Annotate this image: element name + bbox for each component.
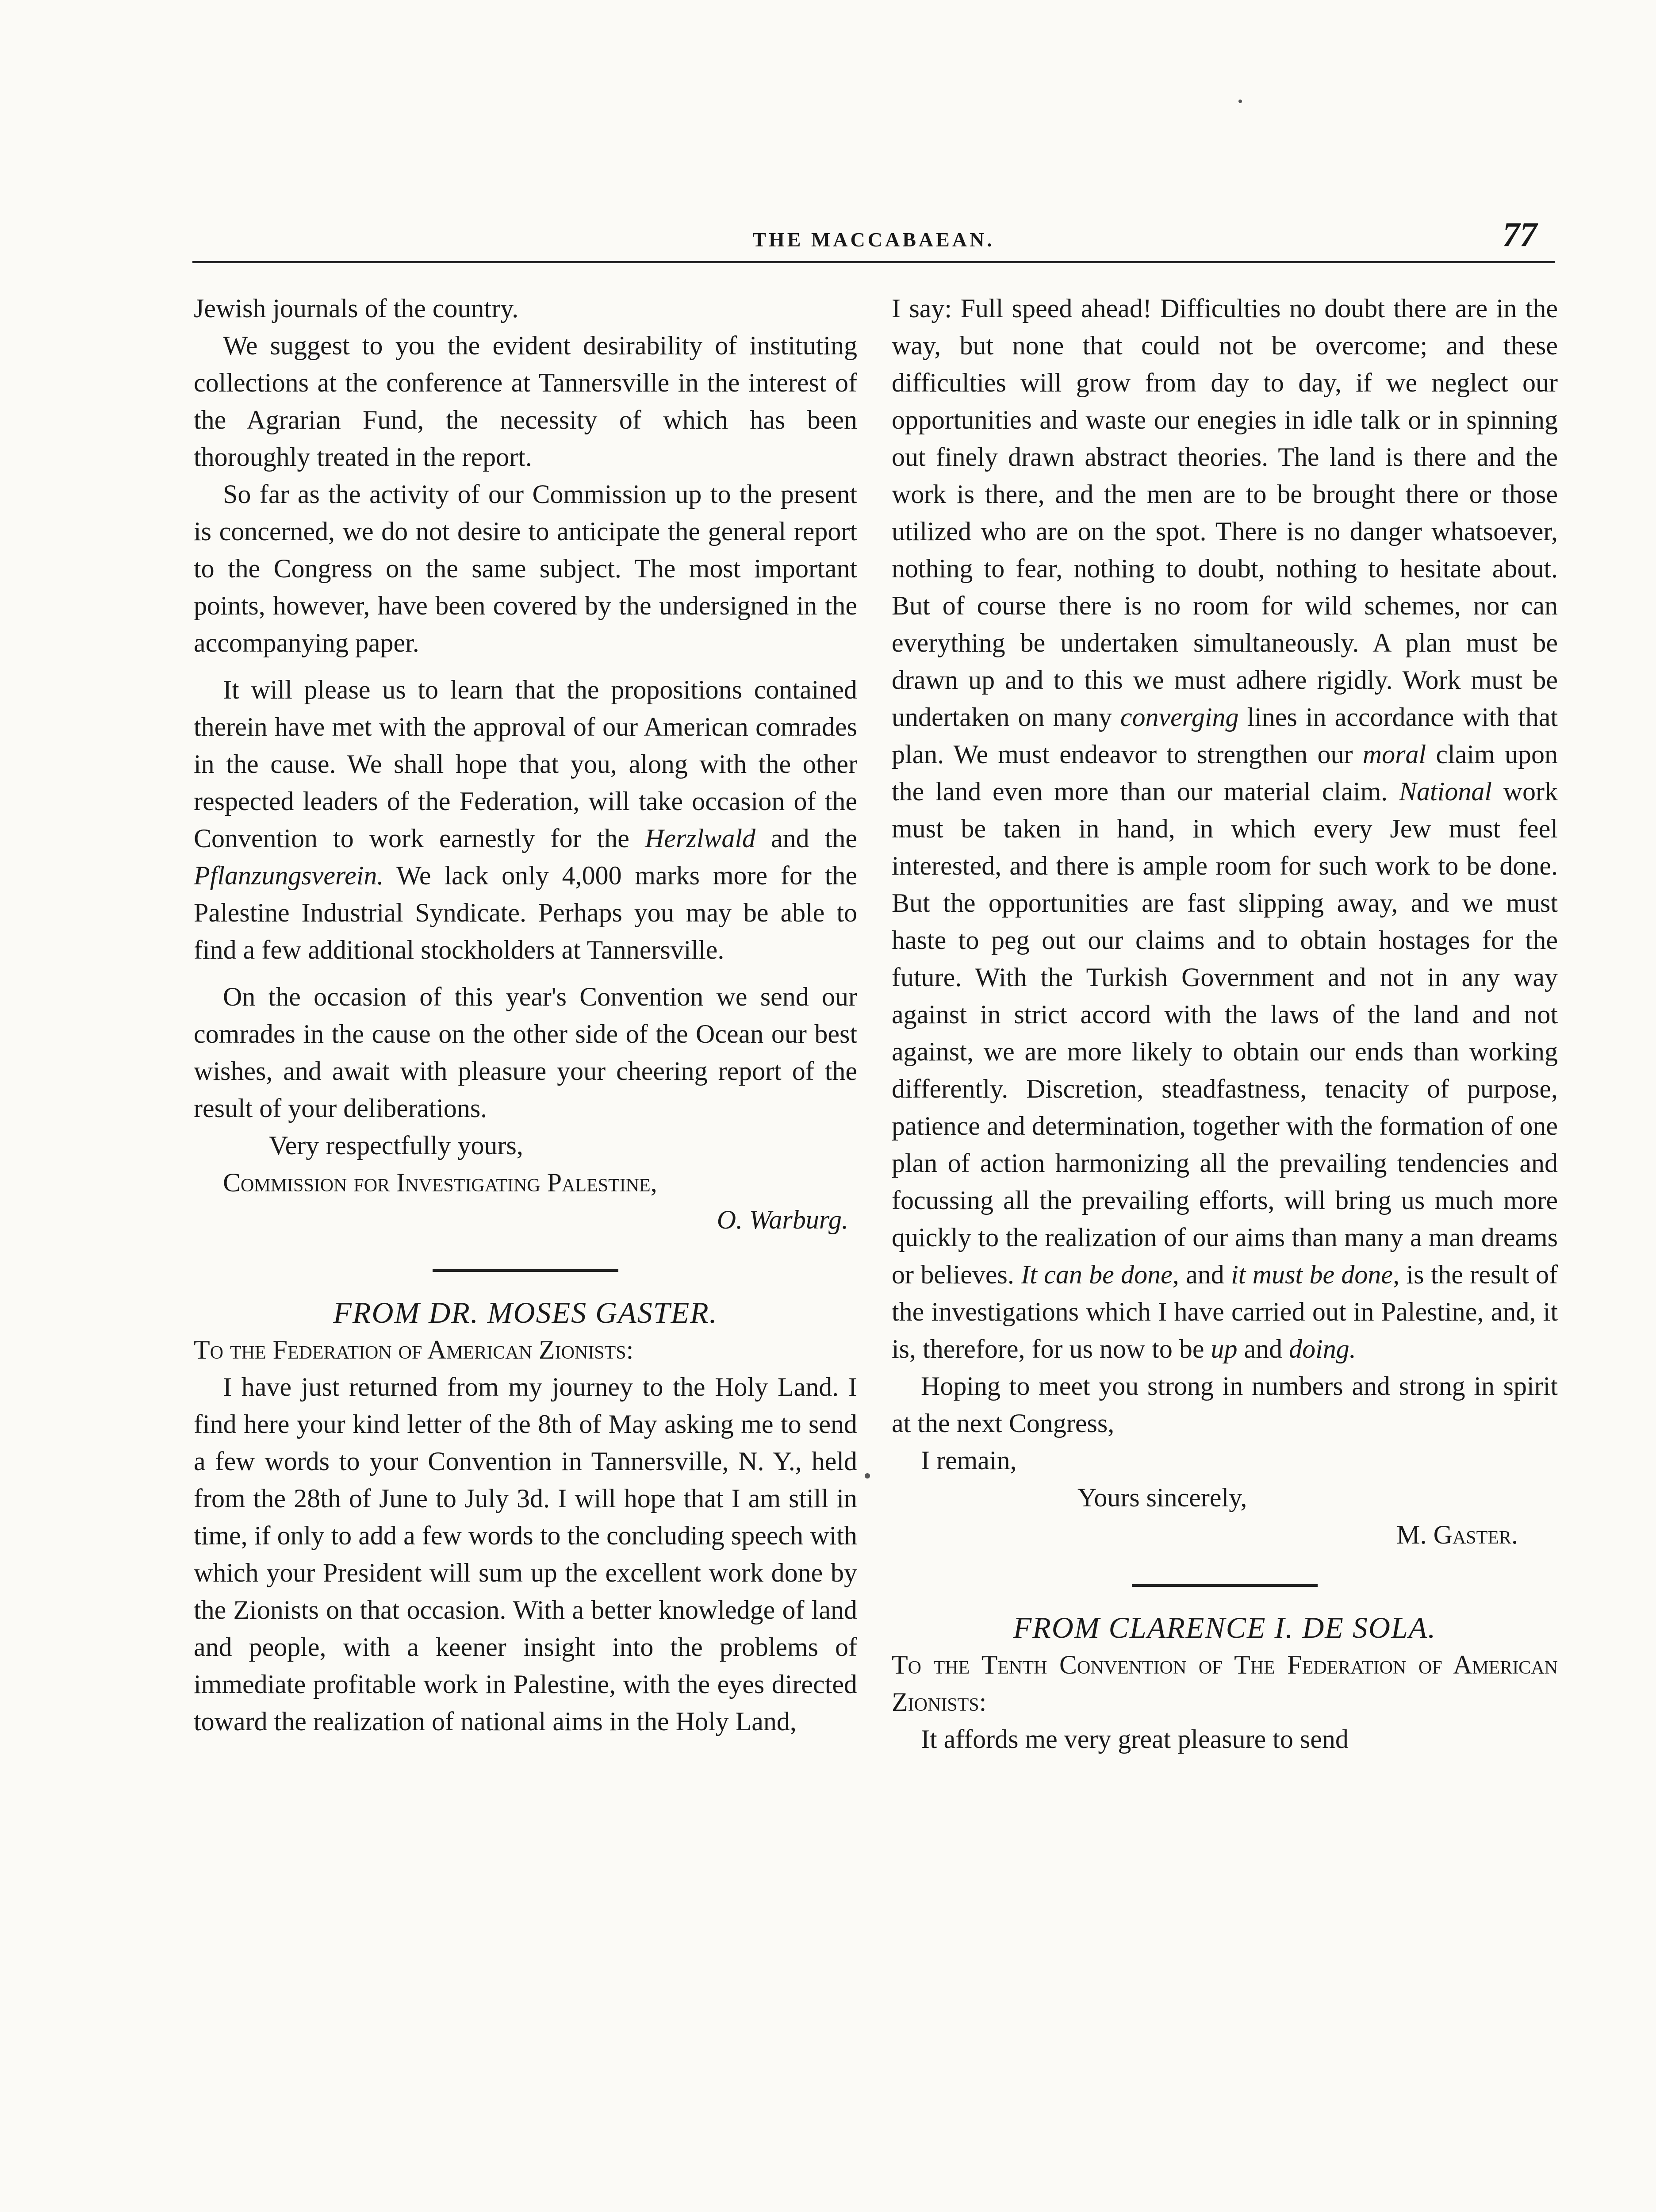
paragraph: So far as the activity of our Commission up to the present is concerned, we do not desire to anticipate the general report to the Congress on the same subject. The most important points, however, have been covered by the undersigned in the accompanying paper. <box>194 480 857 657</box>
closing-signature: M. Gaster. <box>1396 1520 1518 1549</box>
italic-run: National <box>1399 777 1492 806</box>
italic-run: up <box>1211 1334 1238 1363</box>
paragraph <box>892 290 1558 1367</box>
text-run: work must be taken in hand, in which every Jew must feel interested, and there is ample room for such work to be done. But the opportunities are fast slipping away, and we must haste to peg out our claims and to obtain hostages for the future. With the Turkish Government and not in any way against in strict accord with the laws of the land and not against, we are more likely to obtain our ends than working differently. Discretion, steadfastness, tenacity of purpose, patience and determination, together with the formation of one plan of action harmonizing all the prevailing tendencies and focussing all the prevailing efforts, will bring us much more quickly to the realization of our aims than many a man dreams or believes. <box>892 777 1558 1289</box>
running-head <box>192 215 1555 259</box>
section-title: FROM CLARENCE I. DE SOLA. <box>1013 1611 1437 1644</box>
italic-run: converging <box>1120 703 1239 732</box>
paragraph: Hoping to meet you strong in numbers and strong in spirit at the next Congress, <box>892 1371 1558 1438</box>
section-divider <box>433 1269 618 1272</box>
page-number: 77 <box>1503 215 1537 253</box>
salutation: To the Federation of American Zionists: <box>194 1335 634 1364</box>
left-column <box>194 290 857 2212</box>
salutation: To the Tenth Convention of The Federation of American Zionists: <box>892 1650 1558 1717</box>
text-run: and the <box>755 824 858 853</box>
header-rule <box>192 261 1555 263</box>
section-title: FROM DR. MOSES GASTER. <box>333 1296 718 1329</box>
text-run: lines in accordance with that plan. We must endeavor to strengthen our <box>892 703 1558 769</box>
text-run: It will please us to learn that the propositions contained therein have met with the approval of our American comrades in the cause. We shall hope that you, along with the other respected leaders of the Federation, will take occasion of the Convention to work earnestly for the <box>194 675 857 853</box>
section-divider <box>1132 1584 1318 1587</box>
italic-run: it must be done, <box>1231 1260 1400 1289</box>
text-run: and <box>1237 1334 1289 1363</box>
paragraph: Jewish journals of the country. <box>194 294 519 323</box>
paragraph: It affords me very great pleasure to send <box>921 1724 1349 1754</box>
running-title: THE MACCABAEAN. <box>752 228 995 251</box>
text-run: We lack only 4,000 marks more for the Palestine Industrial Syndicate. Perhaps you may be able to find a few additional stockholders at Tannersville. <box>194 861 857 964</box>
print-speck <box>865 1473 870 1479</box>
text-run: is the result of the investigations which I have carried out in Palestine, and, it is, therefore, for us now to be <box>892 1260 1558 1363</box>
text-run: and <box>1179 1260 1231 1289</box>
closing-signatory: Commission for Investigating Palestine, <box>223 1168 657 1197</box>
italic-run: moral <box>1362 740 1426 769</box>
paragraph: I have just returned from my journey to the Holy Land. I find here your kind letter of the 8th of May asking me to send a few words to your Convention in Tannersville, N. Y., held from the 28th of June to July 3d. I will hope that I am still in time, if only to add a few words to the concluding speech with which your President will sum up the excellent work done by the Zionists on that occasion. With a better knowledge of land and people, with a keener insight into the problems of immediate profitable work in Palestine, with the eyes directed toward the realization of national aims in the Holy Land, <box>194 1372 857 1736</box>
text-run: I say: Full speed ahead! Difficulties no doubt there are in the way, but none that could not be overcome; and these difficulties will grow from day to day, if we neglect our opportunities and waste our enegies in idle talk or in spinning out finely drawn abstract theories. The land is there and the work is there, and the men are to be brought there or those utilized who are on the spot. There is no danger whatsoever, nothing to fear, nothing to doubt, nothing to hesitate about. But of course there is no room for wild schemes, nor can everything be undertaken simultaneously. A plan must be drawn up and to this we must adhere rigidly. Work must be undertaken on many <box>892 294 1558 732</box>
text-run: claim upon the land even more than our material claim. <box>892 740 1558 806</box>
italic-run: Herzlwald <box>644 824 756 853</box>
right-column <box>892 290 1558 2212</box>
italic-run: doing. <box>1289 1334 1356 1363</box>
paragraph: We suggest to you the evident desirability of instituting collections at the conference at Tannersville in the interest of the Agrarian Fund, the necessity of which has been thoroughly treated in the report. <box>194 331 857 472</box>
closing-line: I remain, <box>921 1446 1017 1475</box>
closing-line: Very respectfully yours, <box>269 1131 523 1160</box>
print-speck <box>1238 100 1242 103</box>
italic-run: It can be done, <box>1021 1260 1179 1289</box>
italic-run: Pflanzungsverein. <box>194 861 384 890</box>
paragraph <box>194 671 857 968</box>
closing-signature: O. Warburg. <box>717 1205 848 1234</box>
paragraph: On the occasion of this year's Convention we send our comrades in the cause on the other side of the Ocean our best wishes, and await with pleasure your cheering report of the result of your deliberations. <box>194 982 857 1123</box>
closing-line: Yours sincerely, <box>1077 1483 1247 1512</box>
